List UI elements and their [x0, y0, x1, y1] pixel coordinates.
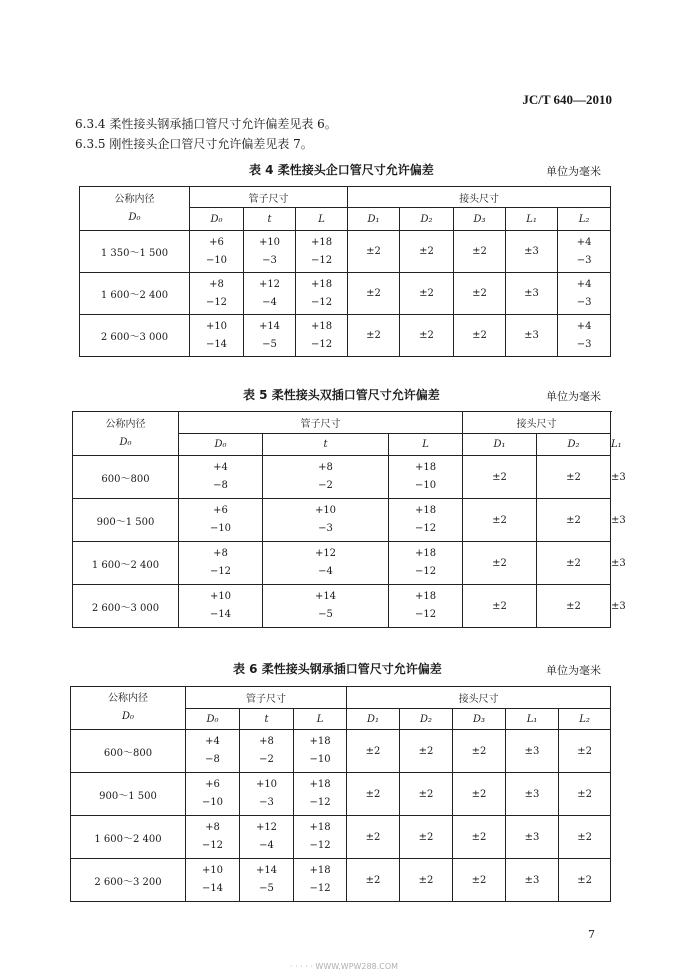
table6-cell-value: −12 — [309, 797, 331, 808]
table4-cell-value: −12 — [310, 338, 333, 350]
table5-col: D₀ — [179, 434, 263, 456]
table5-cell-value: −10 — [414, 480, 437, 491]
table4-cell-value: +18 — [310, 236, 333, 248]
table4-cell-value: −10 — [205, 254, 228, 266]
table6-col: L₁ — [506, 709, 559, 730]
table5-row-label: 2 600～3 000 — [73, 585, 179, 628]
table6-row — [71, 773, 611, 816]
table6-cell-d0 — [186, 816, 240, 859]
table6-cell-t — [240, 816, 294, 859]
table4-cell-t — [244, 231, 296, 273]
table6-cell-value: +18 — [309, 736, 331, 747]
table4-cell-value: −12 — [310, 254, 333, 266]
table6-cell-value: +18 — [309, 779, 331, 790]
table5-cell-value: −4 — [318, 566, 333, 577]
table6-cell-value: +10 — [255, 779, 278, 790]
table6-cell-d3: ±2 — [453, 730, 506, 773]
table5-cell-l — [389, 499, 463, 542]
table5-cell-value: +6 — [213, 505, 228, 516]
table6-cell-l — [294, 730, 347, 773]
table4-row-label: 1 350～1 500 — [80, 231, 190, 273]
table4-row — [80, 273, 611, 315]
table4-cell-value: −5 — [262, 338, 277, 350]
table6-col: D₂ — [400, 709, 453, 730]
table6-cell-t — [240, 859, 294, 902]
table4-col: D₁ — [348, 208, 400, 231]
table5-col: t — [263, 434, 389, 456]
table5-cell-d0 — [179, 542, 263, 585]
table5-row-label: 600～800 — [73, 456, 179, 499]
table6-cell-d0 — [186, 730, 240, 773]
table4-head-pipe: 管子尺寸 — [190, 187, 348, 208]
table4-cell-value: +4 — [576, 236, 592, 248]
table4-cell-d2: ±2 — [400, 231, 454, 273]
table6-cell-d3: ±2 — [453, 773, 506, 816]
table6-cell-value: +18 — [309, 865, 331, 876]
table5-row: 1 600～2 400 +8 −12 +12 −4 +18 −12 ±2 ±2 ±3 — [73, 542, 611, 585]
table6-cell-l2: ±2 — [559, 730, 611, 773]
table4-cell-value: −12 — [205, 296, 228, 308]
table4-cell-t — [244, 315, 296, 357]
page-number: 7 — [588, 928, 595, 941]
table5-cell-value: −14 — [209, 609, 232, 620]
table5-cell-value: −12 — [414, 566, 437, 577]
table5-cell-value: −2 — [318, 480, 333, 491]
table4-col: D₀ — [190, 208, 244, 231]
table4-cell-t — [244, 273, 296, 315]
table6-col: L₂ — [559, 709, 611, 730]
table6-cell-value: +8 — [259, 736, 274, 747]
table4-cell-l2 — [558, 315, 611, 357]
table5-cell-value: −12 — [209, 566, 232, 577]
table5-cell-value: −12 — [414, 523, 437, 534]
table6-col: D₃ — [453, 709, 506, 730]
table4-row — [80, 231, 611, 273]
table5-cell-d0 — [179, 499, 263, 542]
table6-cell-l1: ±3 — [506, 816, 559, 859]
table5-cell-d2: ±2 — [537, 499, 611, 542]
table5-row-label: 900～1 500 — [73, 499, 179, 542]
table5-col: D₁ — [463, 434, 537, 456]
table5-cell-d1: ±2 — [463, 499, 537, 542]
table4-cell-d3: ±2 — [454, 231, 506, 273]
table6-cell-d1: ±2 — [347, 859, 400, 902]
table4-col: L₁ — [506, 208, 558, 231]
table4-cell-value: +14 — [258, 320, 281, 332]
table6-cell-value: −12 — [309, 840, 331, 851]
table6-cell-l1: ±3 — [506, 730, 559, 773]
table6-cell-d0 — [186, 773, 240, 816]
table6-row-label: 2 600～3 200 — [71, 859, 186, 902]
table6-col: D₁ — [347, 709, 400, 730]
table5-cell-d1: ±2 — [463, 542, 537, 585]
table4-cell-l — [296, 231, 348, 273]
table5-cell-value: +4 — [213, 462, 228, 473]
table4-row-label: 2 600～3 000 — [80, 315, 190, 357]
table4-cell-value: −12 — [310, 296, 333, 308]
table5-head-nominal: 公称内径 D₀ — [73, 412, 179, 456]
table4-cell-value: −3 — [576, 338, 592, 350]
table4-cell-d0 — [190, 273, 244, 315]
table4-cell-value: +18 — [310, 320, 333, 332]
table6-head-pipe: 管子尺寸 — [186, 687, 347, 709]
table6-cell-value: −12 — [201, 840, 224, 851]
table6-unit: 单位为毫米 — [546, 664, 601, 677]
table5-cell-value: +10 — [209, 591, 232, 602]
table6-cell-l2: ±2 — [559, 859, 611, 902]
table5-cell-value: +18 — [414, 462, 437, 473]
table5-cell-value: +18 — [414, 505, 437, 516]
table4-cell-value: +8 — [209, 278, 224, 290]
table5-cell-d0 — [179, 585, 263, 628]
table4-cell-value: −4 — [262, 296, 277, 308]
table4-head-joint: 接头尺寸 — [348, 187, 611, 208]
table4-cell-d2: ±2 — [400, 273, 454, 315]
table6-cell-d2: ±2 — [400, 730, 453, 773]
table6-cell-l — [294, 859, 347, 902]
table4-cell-l1: ±3 — [506, 231, 558, 273]
table5-cell-value: −12 — [414, 609, 437, 620]
table6-cell-t — [240, 773, 294, 816]
clause-6-3-4: 6.3.4 柔性接头钢承插口管尺寸允许偏差见表 6。 — [75, 117, 337, 131]
table5-row: 900～1 500 +6 −10 +10 −3 +18 −12 ±2 ±2 ±3 — [73, 499, 611, 542]
table6-cell-t — [240, 730, 294, 773]
table5-title: 表 5 柔性接头双插口管尺寸允许偏差 — [243, 388, 440, 402]
table4-head-nominal: 公称内径 D₀ — [80, 187, 190, 231]
table6-cell-l1: ±3 — [506, 773, 559, 816]
table6-cell-value: −3 — [259, 797, 274, 808]
table4-cell-l — [296, 315, 348, 357]
table4-cell-value: +10 — [205, 320, 228, 332]
table6-title: 表 6 柔性接头钢承插口管尺寸允许偏差 — [233, 662, 442, 676]
table6-cell-value: +18 — [309, 822, 331, 833]
table5-cell-l — [389, 542, 463, 585]
table5: 公称内径 D₀ 管子尺寸 接头尺寸 D₀ t L D₁ D₂ L₁ 600～800 +4 −8 +8 −2 +18 −10 ±2 ±2 ±3 900～1 500 +6 −10 +10 −3 +18 −12 ±2 ±2 ±3 1 600～2 400 +8 −12 +12 −4 +18 −12 ±2 ±2 ±3 2 600～3 000 +10 −14 +14 −5 +18 −12 ±2 ±2 ±3 — [72, 411, 611, 628]
table6-cell-value: +12 — [255, 822, 278, 833]
table5-cell-l — [389, 585, 463, 628]
table6-cell-value: +4 — [205, 736, 220, 747]
table4-cell-value: +6 — [209, 236, 224, 248]
watermark: · · · · · WWW.WPW288.COM — [290, 962, 399, 971]
table6 — [70, 686, 611, 902]
table5-cell-value: −3 — [318, 523, 333, 534]
table6-cell-d1: ±2 — [347, 773, 400, 816]
table5-cell-value: +8 — [318, 462, 333, 473]
table6-row — [71, 816, 611, 859]
table4-cell-value: +4 — [576, 278, 592, 290]
table5-unit: 单位为毫米 — [546, 390, 601, 403]
table6-cell-d2: ±2 — [400, 859, 453, 902]
table6-cell-d0 — [186, 859, 240, 902]
table5-row: 2 600～3 000 +10 −14 +14 −5 +18 −12 ±2 ±2 ±3 — [73, 585, 611, 628]
table6-head-nominal: 公称内径 D₀ — [71, 687, 186, 730]
table4-cell-l2 — [558, 273, 611, 315]
table6-cell-value: −4 — [259, 840, 274, 851]
table5-cell-d0 — [179, 456, 263, 499]
table5-cell-value: +12 — [314, 548, 337, 559]
table4-cell-l1: ±3 — [506, 315, 558, 357]
table5-cell-value: +8 — [213, 548, 228, 559]
table6-row — [71, 730, 611, 773]
table6-cell-value: −8 — [205, 754, 220, 765]
table6-cell-d1: ±2 — [347, 730, 400, 773]
table6-cell-value: +14 — [255, 865, 278, 876]
table5-col: L — [389, 434, 463, 456]
table5-col: D₂ — [537, 434, 611, 456]
table5-cell-value: −5 — [318, 609, 333, 620]
table6-cell-value: +6 — [205, 779, 220, 790]
table5-cell-d2: ±2 — [537, 456, 611, 499]
table5-row: 600～800 +4 −8 +8 −2 +18 −10 ±2 ±2 ±3 — [73, 456, 611, 499]
table6-cell-d1: ±2 — [347, 816, 400, 859]
table5-cell-value: −8 — [213, 480, 228, 491]
table4-cell-value: +4 — [576, 320, 592, 332]
table5-row-label: 1 600～2 400 — [73, 542, 179, 585]
table6-cell-value: −12 — [309, 883, 331, 894]
table6-cell-l — [294, 773, 347, 816]
table6-cell-value: +8 — [205, 822, 220, 833]
table4-cell-l2 — [558, 231, 611, 273]
table5-cell-l — [389, 456, 463, 499]
table6-row-label: 900～1 500 — [71, 773, 186, 816]
table6-row-label: 1 600～2 400 — [71, 816, 186, 859]
table4-cell-d1: ±2 — [348, 273, 400, 315]
table4-row — [80, 315, 611, 357]
table4-col: L₂ — [558, 208, 611, 231]
table5-head-joint: 接头尺寸 — [463, 412, 611, 434]
table4-cell-value: −14 — [205, 338, 228, 350]
table6-cell-d3: ±2 — [453, 816, 506, 859]
table4-cell-d1: ±2 — [348, 231, 400, 273]
table5-cell-t — [263, 499, 389, 542]
table4-col: L — [296, 208, 348, 231]
table4-cell-value: +10 — [258, 236, 281, 248]
table5-cell-d2: ±2 — [537, 585, 611, 628]
table4-cell-d0 — [190, 231, 244, 273]
table6-cell-l2: ±2 — [559, 773, 611, 816]
table4-cell-l — [296, 273, 348, 315]
table4-cell-l1: ±3 — [506, 273, 558, 315]
table5-cell-d1: ±2 — [463, 585, 537, 628]
table4-cell-d3: ±2 — [454, 315, 506, 357]
table6-cell-d2: ±2 — [400, 773, 453, 816]
table4-cell-d1: ±2 — [348, 315, 400, 357]
table4-cell-value: +12 — [258, 278, 281, 290]
table4-cell-value: −3 — [262, 254, 277, 266]
table5-cell-d2: ±2 — [537, 542, 611, 585]
table4-col: D₃ — [454, 208, 506, 231]
table5-cell-value: +10 — [314, 505, 337, 516]
table5-cell-value: +14 — [314, 591, 337, 602]
table6-row — [71, 859, 611, 902]
table4-cell-d3: ±2 — [454, 273, 506, 315]
table5-cell-value: −10 — [209, 523, 232, 534]
standard-code: JC/T 640—2010 — [522, 92, 612, 107]
table5-cell-t — [263, 542, 389, 585]
table4-col: t — [244, 208, 296, 231]
table6-cell-value: −14 — [201, 883, 224, 894]
table6-col: t — [240, 709, 294, 730]
table6-cell-d2: ±2 — [400, 816, 453, 859]
table4-title: 表 4 柔性接头企口管尺寸允许偏差 — [249, 163, 434, 177]
table6-cell-value: −5 — [259, 883, 274, 894]
table6-cell-value: −2 — [259, 754, 274, 765]
table6-cell-l — [294, 816, 347, 859]
table4-cell-d0 — [190, 315, 244, 357]
table6-cell-d3: ±2 — [453, 859, 506, 902]
table6-row-label: 600～800 — [71, 730, 186, 773]
table6-cell-value: +10 — [201, 865, 224, 876]
table6-cell-l2: ±2 — [559, 816, 611, 859]
table6-col: D₀ — [186, 709, 240, 730]
table4-row-label: 1 600～2 400 — [80, 273, 190, 315]
table6-cell-l1: ±3 — [506, 859, 559, 902]
table5-cell-t — [263, 456, 389, 499]
table5-cell-value: +18 — [414, 548, 437, 559]
table5-head-pipe: 管子尺寸 — [179, 412, 463, 434]
table5-cell-t — [263, 585, 389, 628]
table4-cell-value: +18 — [310, 278, 333, 290]
table4-cell-value: −3 — [576, 254, 592, 266]
table4-cell-d2: ±2 — [400, 315, 454, 357]
table5-cell-value: +18 — [414, 591, 437, 602]
table5-cell-d1: ±2 — [463, 456, 537, 499]
table6-head-joint: 接头尺寸 — [347, 687, 611, 709]
table6-col: L — [294, 709, 347, 730]
table6-cell-value: −10 — [309, 754, 331, 765]
table6-cell-value: −10 — [201, 797, 224, 808]
clause-6-3-5: 6.3.5 刚性接头企口管尺寸允许偏差见表 7。 — [75, 137, 313, 151]
table4-cell-value: −3 — [576, 296, 592, 308]
table4-unit: 单位为毫米 — [546, 165, 601, 178]
table4-col: D₂ — [400, 208, 454, 231]
table4 — [79, 186, 611, 357]
